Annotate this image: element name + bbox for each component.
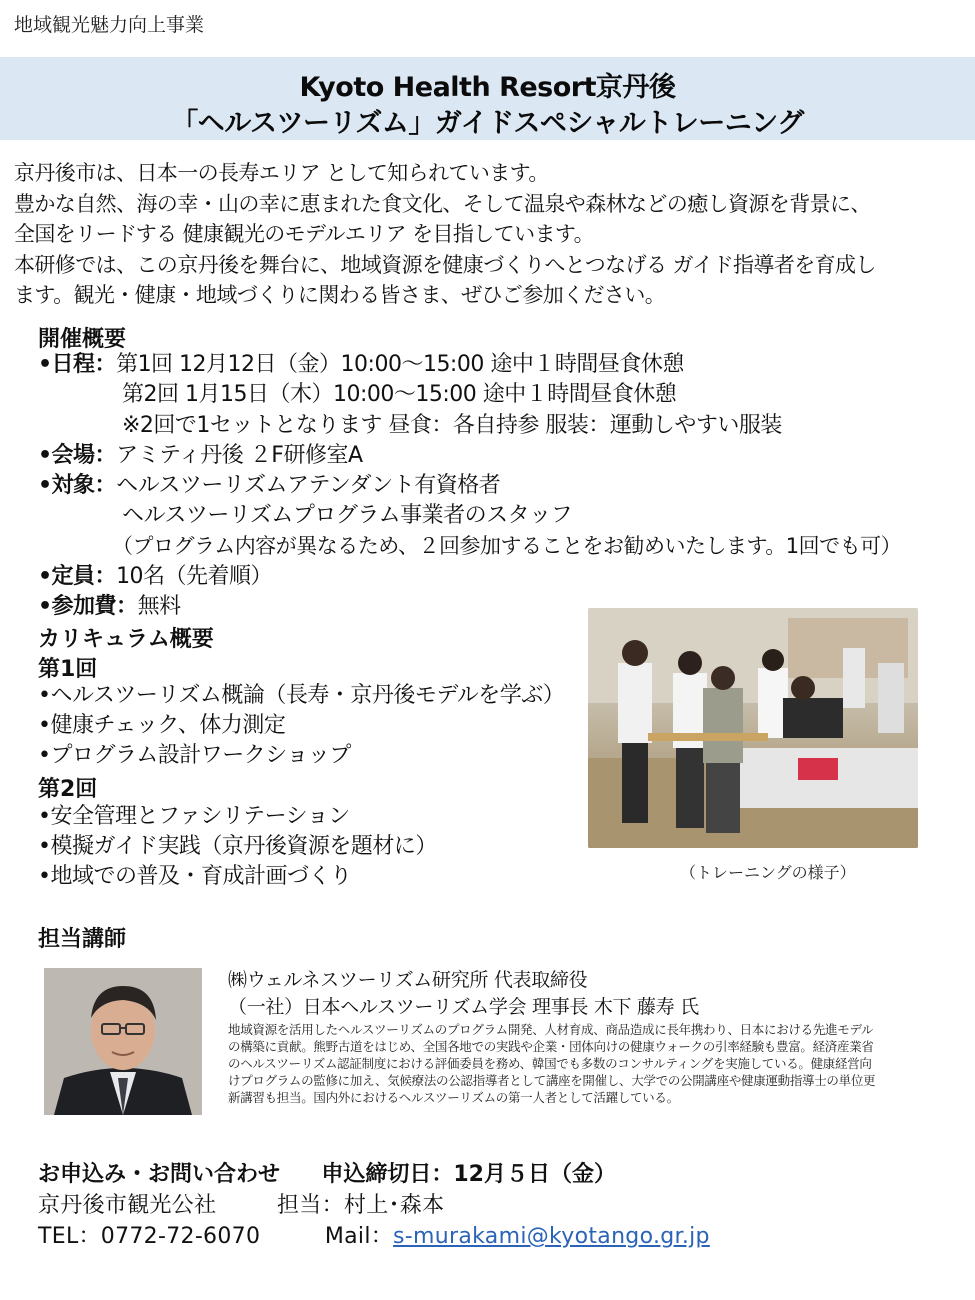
contact-org: 京丹後市観光公社 — [38, 1193, 217, 1218]
fee-label: •参加費： — [38, 594, 138, 619]
curriculum-heading: カリキュラム概要 — [38, 627, 214, 652]
session1-item: •ヘルスツーリズム概論（長寿・京丹後モデルを学ぶ） — [38, 683, 565, 708]
intro-line: 豊かな自然、海の幸・山の幸に恵まれた食文化、そして温泉や森林などの癒し資源を背景に、 — [14, 191, 871, 216]
schedule-row-1 — [38, 350, 684, 380]
schedule-note: ※2回で1セットとなります 昼食：各自持参 服装：運動しやすい服装 — [122, 413, 782, 438]
capacity-label: •定員： — [38, 564, 117, 589]
lecturer-portrait — [44, 968, 202, 1115]
fee-value: 無料 — [137, 594, 181, 619]
schedule-2: 第2回 1月15日（木）10:00～15:00 途中１時間昼食休憩 — [122, 382, 677, 407]
title-line-2: 「ヘルスツーリズム」ガイドスペシャルトレーニング — [171, 108, 804, 139]
lecturer-heading: 担当講師 — [38, 927, 127, 952]
schedule-1: 第1回 12月12日（金）10:00～15:00 途中１時間昼食休憩 — [116, 352, 684, 377]
target-note: （プログラム内容が異なるため、２回参加することをお勧めいたします。1回でも可） — [112, 534, 902, 558]
lecturer-bio: 地域資源を活用したヘルスツーリズムのプログラム開発、人材育成、商品造成に長年携わり、日本における先進モデルの構築に貢献。熊野古道をはじめ、全国各地での実践や企業・団体向けの健康ウォークの引率経験も豊富。経済産業省のヘルスツーリズム認証制度における評価委員を務め、韓国でも多数のコンサルティングを実施している。健康経営向けプログラムの監修に加え、気候療法の公認指導者として講座を開催し、大学での公開講座や健康運動指導士の単位更新講習も担当。国内外におけるヘルスツーリズムの第一人者として活躍している。 — [228, 1022, 876, 1105]
session2-item: •模擬ガイド実践（京丹後資源を題材に） — [38, 834, 437, 859]
venue-label: •会場： — [38, 443, 117, 468]
photo-caption: （トレーニングの様子） — [680, 863, 856, 882]
contact-person: 担当：村上･森本 — [277, 1193, 445, 1218]
header-label: 地域観光魅力向上事業 — [14, 14, 205, 36]
contact-tel: TEL：0772-72-6070 — [38, 1224, 261, 1249]
contact-heading: お申込み・お問い合わせ — [38, 1162, 281, 1187]
intro-line: 全国をリードする 健康観光のモデルエリア を目指しています。 — [14, 222, 594, 246]
intro-text — [14, 158, 964, 311]
lecturer-affiliation: ㈱ウェルネスツーリズム研究所 代表取締役 — [228, 969, 588, 991]
contact-heading-row — [38, 1157, 616, 1188]
target-label: •対象： — [38, 473, 117, 498]
contact-tel-row — [38, 1219, 710, 1250]
target-2: ヘルスツーリズムプログラム事業者のスタッフ — [122, 503, 573, 528]
schedule-label: •日程： — [38, 352, 117, 377]
intro-line: ます。観光・健康・地域づくりに関わる皆さま、ぜひご参加ください。 — [14, 283, 666, 307]
mail-link[interactable]: s-murakami@kyotango.gr.jp — [393, 1224, 710, 1249]
title-line-1: Kyoto Health Resort京丹後 — [299, 72, 676, 103]
mail-label: Mail： — [324, 1224, 394, 1249]
session2-title: 第2回 — [38, 777, 98, 802]
title-band — [0, 57, 975, 140]
deadline: 申込締切日：12月５日（金） — [321, 1162, 616, 1187]
target-row — [38, 471, 500, 501]
lecturer-name: （一社）日本ヘルスツーリズム学会 理事長 木下 藤寿 氏 — [228, 996, 699, 1018]
intro-line: 京丹後市は、日本一の長寿エリア として知られています。 — [14, 161, 549, 185]
training-photo — [588, 608, 918, 848]
session1-title: 第1回 — [38, 657, 98, 682]
session2-item: •地域での普及・育成計画づくり — [38, 864, 352, 889]
session1-item: •プログラム設計ワークショップ — [38, 743, 351, 768]
session2-item: •安全管理とファシリテーション — [38, 804, 350, 829]
capacity-row — [38, 562, 272, 592]
contact-org-row — [38, 1188, 444, 1219]
capacity-value: 10名（先着順） — [116, 564, 273, 589]
intro-line: 本研修では、この京丹後を舞台に、地域資源を健康づくりへとつなげる ガイド指導者を育成し — [14, 252, 876, 277]
venue-row — [38, 441, 363, 471]
venue-value: アミティ丹後 ２F研修室A — [116, 443, 363, 468]
session1-item: •健康チェック、体力測定 — [38, 713, 286, 738]
target-1: ヘルスツーリズムアテンダント有資格者 — [116, 473, 501, 498]
fee-row — [38, 592, 181, 622]
overview-heading: 開催概要 — [38, 327, 127, 352]
